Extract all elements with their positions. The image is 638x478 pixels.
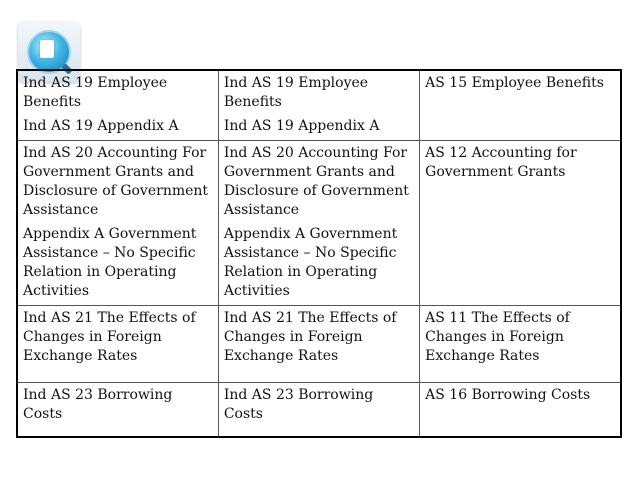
cell-text: Ind AS 19 Appendix A	[23, 118, 179, 134]
cell-text: Ind AS 19 Appendix A	[223, 118, 380, 134]
table-cell	[218, 70, 419, 141]
table-row	[17, 306, 621, 383]
cell-text: AS 15 Employee Benefits	[425, 75, 604, 91]
table-cell	[420, 70, 621, 141]
cell-text: Ind AS 19 Employee Benefits	[23, 75, 168, 110]
table-cell	[420, 383, 621, 438]
table-cell	[17, 70, 218, 141]
cell-text: Appendix A Government Assistance – No Specific Relation in Operating Activities	[223, 226, 398, 299]
cell-text: Ind AS 21 The Effects of Changes in Foreign Exchange Rates	[223, 310, 397, 364]
table-row	[17, 70, 621, 141]
cell-text: Ind AS 21 The Effects of Changes in Foreign Exchange Rates	[23, 310, 196, 364]
table-cell	[17, 383, 218, 438]
table-cell	[218, 383, 419, 438]
cell-text: Appendix A Government Assistance – No Specific Relation in Operating Activities	[23, 226, 197, 299]
cell-text: AS 16 Borrowing Costs	[425, 387, 591, 403]
table-cell	[218, 306, 419, 383]
table-cell	[17, 141, 218, 306]
table-row	[17, 383, 621, 438]
table-row	[17, 141, 621, 306]
table-cell	[420, 141, 621, 306]
cell-text: Ind AS 20 Accounting For Government Grants and Disclosure of Government Assistance	[23, 145, 209, 218]
cell-text: Ind AS 19 Employee Benefits	[223, 75, 369, 110]
document-glyph	[40, 40, 54, 58]
standards-comparison-table	[16, 69, 622, 438]
cell-text: Ind AS 20 Accounting For Government Grants and Disclosure of Government Assistance	[223, 145, 409, 218]
cell-text: Ind AS 23 Borrowing Costs	[23, 387, 173, 422]
table-cell	[17, 306, 218, 383]
table-cell	[218, 141, 419, 306]
cell-text: Ind AS 23 Borrowing Costs	[223, 387, 374, 422]
table-cell	[420, 306, 621, 383]
cell-text: AS 12 Accounting for Government Grants	[425, 145, 577, 180]
cell-text: AS 11 The Effects of Changes in Foreign Exchange Rates	[425, 310, 570, 364]
